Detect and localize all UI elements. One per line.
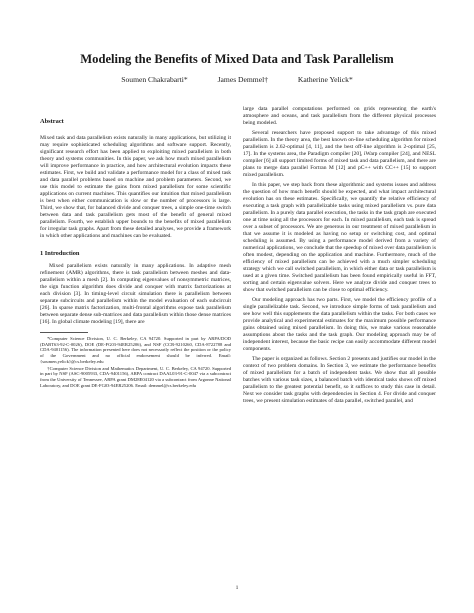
introduction-heading: 1 Introduction — [40, 250, 80, 257]
body-paragraph: In this paper, we step back from these algorithmic and systems issues and address the question of how much benefit should be expected, and what impact architectural evolution has on these estimates. Specifically, we quantify the relative efficiency of executing a task graph with parallelizable tasks using mixed parallelism vs. pure data parallelism. In a purely data parallel execution, the tasks in the task graph are executed one at time using all the processors for each. In mixed parallelism, each task is spread over a subset of processors. We are generous in our treatment of mixed parallelism in that we assume it is modeled as having no setup or switching cost, and optimal scheduling is assumed. By using a performance model derived from a variety of numerical applications, we conclude that the speedup of mixed over data parallelism is often modest, depending on the application and machine. Furthermore, much of the efficiency of mixed parallelism can be achieved with a much simpler scheduling strategy which we call switched parallelism, in which either data or task parallelism is used at a given time. Switched parallelism has been found empirically useful in FFT, sorting and certain eigenvalue solvers. Here we analyze divide and conquer trees to show that switched parallelism can be close to optimal efficiency. — [243, 182, 436, 293]
author-name: Katherine Yelick* — [297, 75, 353, 84]
author-list — [0, 75, 474, 84]
abstract-paragraph: Mixed task and data parallelism exists naturally in many applications, but utilizing it may require sophisticated scheduling algorithms and software support. Recently, significant research effort has been applied to exploiting mixed parallelism in both theory and systems communities. In this paper, we ask how much mixed parallelism will improve performance in practice, and how architectural evolution impacts these estimates. First, we build and validate a performance model for a class of mixed task and data parallel problems based on machine and problem parameters. Second, we use this model to estimate the gains from mixed parallelism for some scientific applications on current machines. This quantifies our intuition that mixed parallelism is best when either communication is slow or the number of processors is large. Third, we show that, for balanced divide and conquer trees, a simple one-time switch between data and task parallelism gets most of the benefit of general mixed parallelism. Fourth, we establish upper bounds to the benefits of mixed parallelism for irregular task graphs. Apart from these detailed analyses, we provide a framework in which other applications and machines can be evaluated. — [40, 135, 231, 239]
body-paragraph: Our modeling approach has two parts. First, we model the efficiency profile of a single parallelizable task. Second, we introduce simple forms of task parallelism and see how well this supplements the data parallelism within the tasks. For both cases we provide analytical and experimental estimates for the maximum possible performance gains obtained using mixed parallelism. In doing this, we make various reasonable assumptions about the tasks and the task graph. Our modeling approach may be of independent interest, because the basic recipe can easily accommodate different model components. — [243, 297, 436, 352]
footnote: *Computer Science Division, U. C. Berkeley, CA 94720. Supported in part by ARPA/DOD (DABT63-92-C-0026), DOE (DE-FG03-94ER25206), and NSF (CCR-9210260, CDA-8722788 and CDA-9401156). The information presented here does not necessarily reflect the position or the policy of the Government and no official endorsement should be inferred. Email: {soumen,yelick}@cs.berkeley.edu — [40, 336, 231, 364]
body-paragraph: large data parallel computations performed on grids representing the earth's atmosphere and oceans, and task parallelism from the different physical processes being modeled. — [243, 106, 436, 126]
author-name: Soumen Chakrabarti* — [121, 75, 188, 84]
right-column — [243, 106, 436, 405]
body-paragraph: The paper is organized as follows. Section 2 presents and justifies our model in the context of two problem domains. In Section 3, we estimate the performance benefits of mixed parallelism for a batch of independent tasks. We show that all possible batches with various task sizes, a balanced batch with identical tasks shows off mixed parallelism to the greatest potential benefit, so it suffices to study this case in detail. Next we consider task graphs with dependencies in Section 4. For divide and conquer trees, we present simulation estimates of data parallel, switched parallel, and — [243, 356, 436, 404]
footnote: †Computer Science Division and Mathematics Department, U. C. Berkeley, CA 94720. Supported in part by NSF (ASC-9005933, CDA-9401156), ARPA contract DAAL03-91-C-0047 via a subcontract from the University of Tennessee, ARPA grant DM28E04120 via a subcontract from Argonne National Laboratory, and DOE grant DE-FG03-94ER25206. Email: demmel@cs.berkeley.edu — [40, 365, 231, 388]
paper-title: Modeling the Benefits of Mixed Data and Task Parallelism — [80, 52, 394, 66]
left-column — [40, 106, 231, 389]
footnotes — [40, 336, 231, 388]
page-number: 1 — [235, 585, 239, 591]
introduction-paragraph: Mixed parallelism exists naturally in many applications. In adaptive mesh refinement (AMR) algorithms, there is task parallelism between meshes and data-parallelism within a mesh [2]. In computing eigenvalues of nonsymmetric matrices, the sign function algorithm does divide and conquer with matrix factorizations at each division [3]. In timing-level circuit simulation there is parallelism between separate subcircuits and parallelism within the model evaluation of each subcircuit [26]. In sparse matrix factorization, multi-frontal algorithms expose task parallelism between separate dense sub-matrices and data parallelism within those dense matrices [16]. In global climate modeling [19], there are — [40, 263, 231, 325]
abstract-body — [40, 135, 231, 240]
abstract-heading: Abstract — [40, 118, 64, 125]
footnote-rule — [40, 332, 88, 333]
body-paragraph: Several researchers have proposed support to take advantage of this mixed parallelism. In the theory area, the best known on-line scheduling algorithm for mixed parallelism is 2.62-optimal [4, 11], and the best off-line algorithm is 2-optimal [25, 17]. In the systems area, the Paradigm compiler [20], iWarp compiler [24], and NESL compiler [6] all support limited forms of mixed task and data parallelism, and there are plans to merge data parallel Fortran M [12] and pC++ with CC++ [15] to support mixed parallelism. — [243, 130, 437, 178]
author-name: James Demmel† — [217, 75, 268, 84]
